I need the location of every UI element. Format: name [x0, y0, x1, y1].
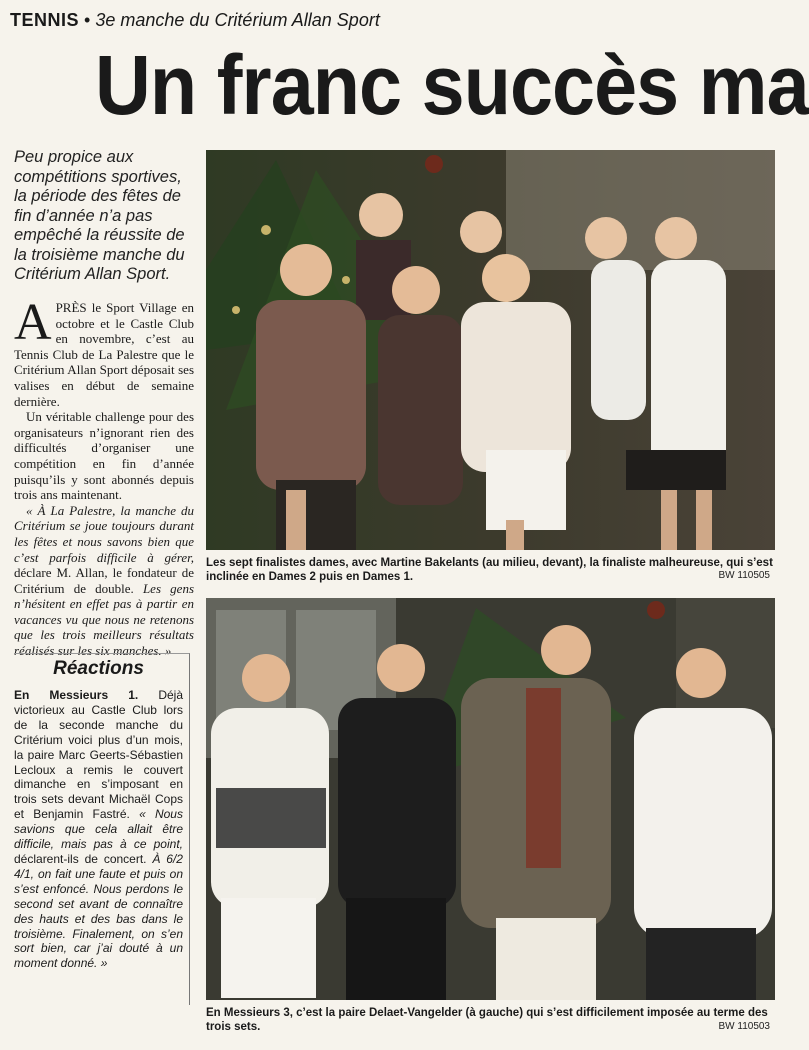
- photo2-caption: En Messieurs 3, c’est la paire Delaet-Vangelder (à gauche) qui s’est difficilement imposée au terme des trois sets.: [206, 1007, 768, 1033]
- photo1-credit: BW 110505: [718, 570, 770, 581]
- reactions-text: [14, 688, 183, 971]
- reactions-text-2: déclarent-ils de concert.: [14, 851, 153, 866]
- headline: Un franc succès ma: [95, 38, 809, 132]
- article-paragraph-1: [14, 294, 194, 409]
- photo2-credit: BW 110503: [718, 1021, 770, 1032]
- photo-men-illustration: [206, 598, 775, 1000]
- photo-men-winners: [206, 598, 775, 1000]
- article-paragraph-2: Un véritable challenge pour des organisateurs n’ignorant rien des difficultés d’organiser une compétition en fin d’année puisqu’ils y sont abonnés depuis trois ans maintenant.: [14, 409, 194, 503]
- photo1-caption: Les sept finalistes dames, avec Martine Bakelants (au milieu, devant), la finaliste malheureuse, qui s’est inclinée en Dames 2 puis en Dames 1.: [206, 557, 773, 583]
- quote-text-2: Les gens n’hésitent en effet pas à partir en vacances vu que nous ne retenons que les trois meilleurs résultats réalisés sur les six manches. »: [14, 580, 195, 659]
- article-p1-text: PRÈS le Sport Village en octobre et le Castle Club en novembre, c’est au Tennis Club de La Palestre que le Critérium Allan Sport déposait ses valises en début de semaine dernière.: [14, 300, 194, 409]
- intro-text: Peu propice aux compétitions sportives, la période des fêtes de fin d’année n’a pas empêché la réussite de la troisième manche du Critérium Allan Sport.: [14, 148, 185, 283]
- reactions-quote-2: À 6/2 4/1, on fait une faute et puis on s’est enfoncé. Nous perdons le second set avant de connaître des hauts et des bas dans le troisième. Finalement, on s’en sort bien, car j’ai douté à un moment donné. »: [14, 851, 183, 971]
- reactions-lead: En Messieurs 1.: [14, 688, 139, 702]
- photo-women-illustration: [206, 150, 775, 550]
- article-p3-mid: déclare M. Allan, le fondateur de Critérium de double.: [14, 565, 194, 596]
- reactions-title: Réactions: [53, 658, 144, 679]
- photo-women-finalists: [206, 150, 775, 550]
- drop-cap: A: [14, 294, 52, 351]
- article-body: [14, 294, 195, 659]
- kicker-subtitle: 3e manche du Critérium Allan Sport: [95, 10, 380, 30]
- reactions-quote-1: « Nous savions que cela allait être difficile, mais pas à ce point,: [14, 807, 183, 852]
- reactions-text-1: Déjà victorieux au Castle Club lors de la seconde manche du Critérium voici plus d’un mois, la paire Marc Geerts-Sébastien Lecloux a remis le couvert dimanche en s’imposant en trois sets devant Michaël Cops et Benjamin Fastré.: [14, 688, 184, 822]
- kicker-bullet: •: [84, 10, 91, 30]
- reactions-box: [14, 653, 190, 1005]
- section-label: TENNIS: [10, 10, 80, 30]
- quote-text: « À La Palestre, la manche du Critérium se joue toujours durant les fêtes et nous savons bien que c’est parfois difficile à gérer,: [14, 502, 194, 565]
- kicker: [10, 10, 380, 31]
- article-paragraph-3: [14, 503, 194, 659]
